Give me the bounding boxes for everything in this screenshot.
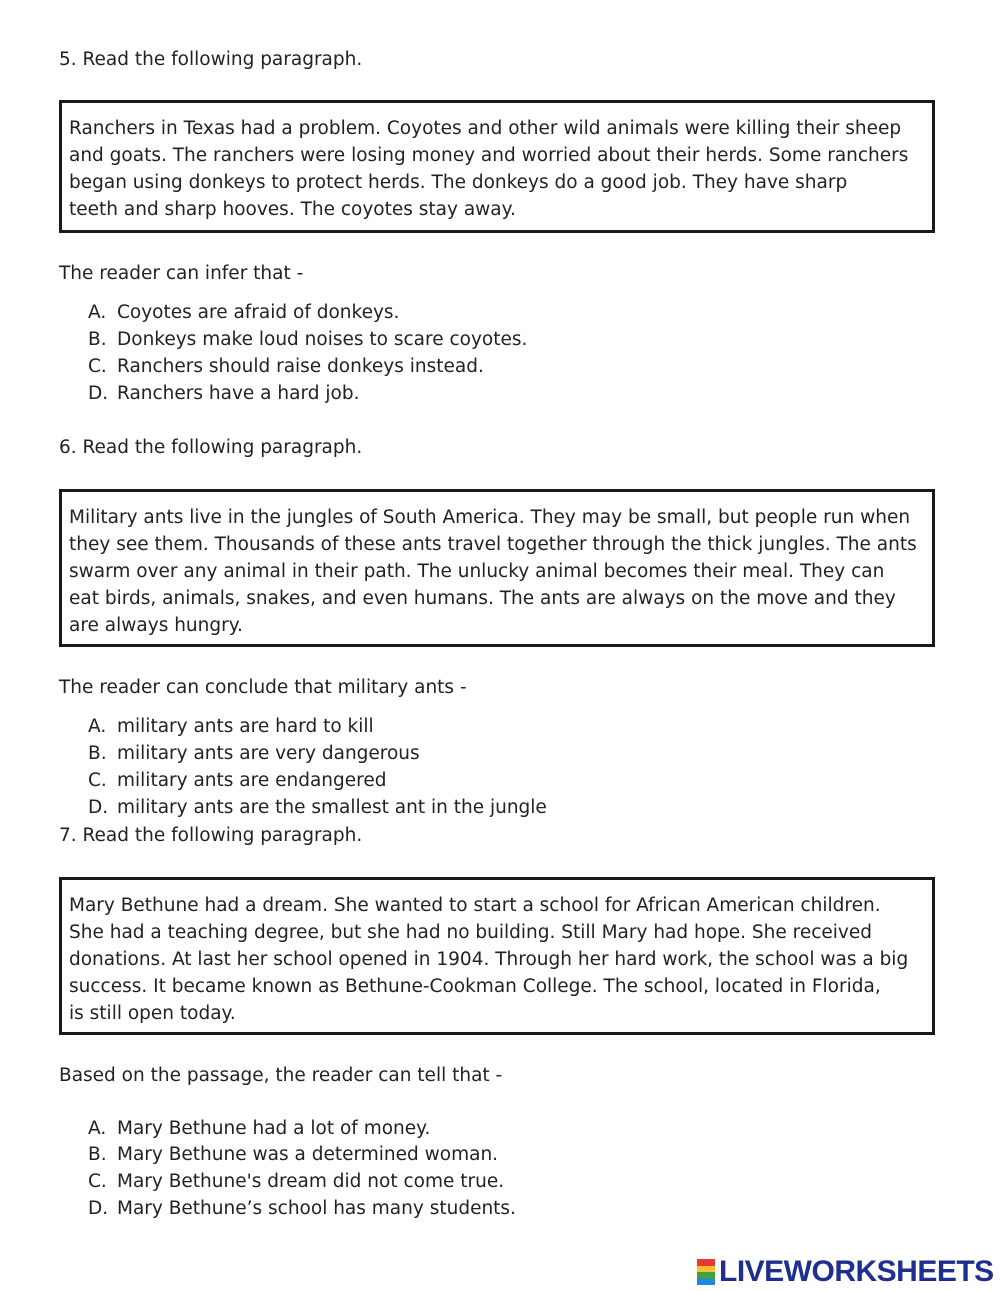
q5-passage-line: Ranchers in Texas had a problem. Coyotes and other wild animals were killing their sheep	[69, 118, 902, 139]
choice-text: Donkeys make loud noises to scare coyotes.	[117, 329, 528, 350]
q7-heading: 7. Read the following paragraph.	[59, 825, 363, 846]
q5-passage-line: began using donkeys to protect herds. The donkeys do a good job. They have sharp	[69, 172, 848, 193]
mark-block	[697, 1279, 715, 1286]
choice-text: military ants are very dangerous	[117, 743, 420, 764]
q5-choice-b[interactable]	[88, 331, 527, 350]
choice-letter: D.	[88, 1198, 109, 1219]
q5-choice-d[interactable]	[88, 385, 359, 404]
choice-text: military ants are endangered	[117, 770, 387, 791]
liveworksheets-logo	[697, 1257, 994, 1287]
choice-letter: B.	[88, 329, 107, 350]
q7-passage-line: Mary Bethune had a dream. She wanted to start a school for African American children.	[69, 895, 881, 916]
q7-passage-line: donations. At last her school opened in 1904. Through her hard work, the school was a big	[69, 949, 909, 970]
q6-passage-line: are always hungry.	[69, 615, 243, 636]
q5-choice-a[interactable]	[88, 304, 399, 323]
q7-passage-line: She had a teaching degree, but she had no building. Still Mary had hope. She received	[69, 922, 873, 943]
q5-heading: 5. Read the following paragraph.	[59, 49, 363, 70]
q6-passage-line: eat birds, animals, snakes, and even humans. The ants are always on the move and they	[69, 588, 896, 609]
choice-letter: A.	[88, 302, 107, 323]
choice-text: Mary Bethune was a determined woman.	[117, 1144, 499, 1165]
q7-choice-c[interactable]	[88, 1173, 504, 1192]
q5-passage-box	[59, 100, 935, 233]
logo-text: LIVEWORKSHEETS	[719, 1255, 994, 1288]
choice-text: military ants are hard to kill	[117, 716, 374, 737]
q6-choice-d[interactable]	[88, 799, 547, 818]
q6-passage-line: swarm over any animal in their path. The unlucky animal becomes their meal. They can	[69, 561, 885, 582]
choice-text: Ranchers have a hard job.	[117, 383, 360, 404]
q7-prompt: Based on the passage, the reader can tell that -	[59, 1065, 503, 1086]
q7-choice-b[interactable]	[88, 1146, 498, 1165]
q6-prompt: The reader can conclude that military ants -	[59, 677, 467, 698]
choice-letter: C.	[88, 356, 107, 377]
liveworksheets-mark-icon	[697, 1259, 715, 1285]
q5-choice-c[interactable]	[88, 358, 484, 377]
choice-letter: C.	[88, 1171, 107, 1192]
choice-text: Mary Bethune had a lot of money.	[117, 1118, 431, 1139]
choice-letter: A.	[88, 716, 107, 737]
choice-letter: C.	[88, 770, 107, 791]
q6-choice-b[interactable]	[88, 745, 420, 764]
choice-letter: B.	[88, 743, 107, 764]
choice-text: Mary Bethune’s school has many students.	[117, 1198, 516, 1219]
choice-text: Coyotes are afraid of donkeys.	[117, 302, 400, 323]
choice-letter: A.	[88, 1118, 107, 1139]
q6-choice-a[interactable]	[88, 718, 374, 737]
choice-letter: B.	[88, 1144, 107, 1165]
choice-letter: D.	[88, 797, 109, 818]
q7-passage-line: is still open today.	[69, 1003, 236, 1024]
q6-passage-line: Military ants live in the jungles of South America. They may be small, but people run when	[69, 507, 911, 528]
q7-choice-a[interactable]	[88, 1120, 430, 1139]
q7-passage-box	[59, 877, 935, 1035]
q6-passage-box	[59, 489, 935, 647]
choice-text: Mary Bethune's dream did not come true.	[117, 1171, 505, 1192]
q6-passage-line: they see them. Thousands of these ants travel together through the thick jungles. The ants	[69, 534, 917, 555]
q7-passage-line: success. It became known as Bethune-Cookman College. The school, located in Florida,	[69, 976, 881, 997]
q5-passage-line: teeth and sharp hooves. The coyotes stay away.	[69, 199, 516, 220]
choice-text: military ants are the smallest ant in the jungle	[117, 797, 547, 818]
q5-prompt: The reader can infer that -	[59, 263, 304, 284]
q6-choice-c[interactable]	[88, 772, 386, 791]
q7-choice-d[interactable]	[88, 1200, 516, 1219]
q5-passage-line: and goats. The ranchers were losing money and worried about their herds. Some ranchers	[69, 145, 909, 166]
choice-text: Ranchers should raise donkeys instead.	[117, 356, 484, 377]
choice-letter: D.	[88, 383, 109, 404]
q6-heading: 6. Read the following paragraph.	[59, 437, 363, 458]
